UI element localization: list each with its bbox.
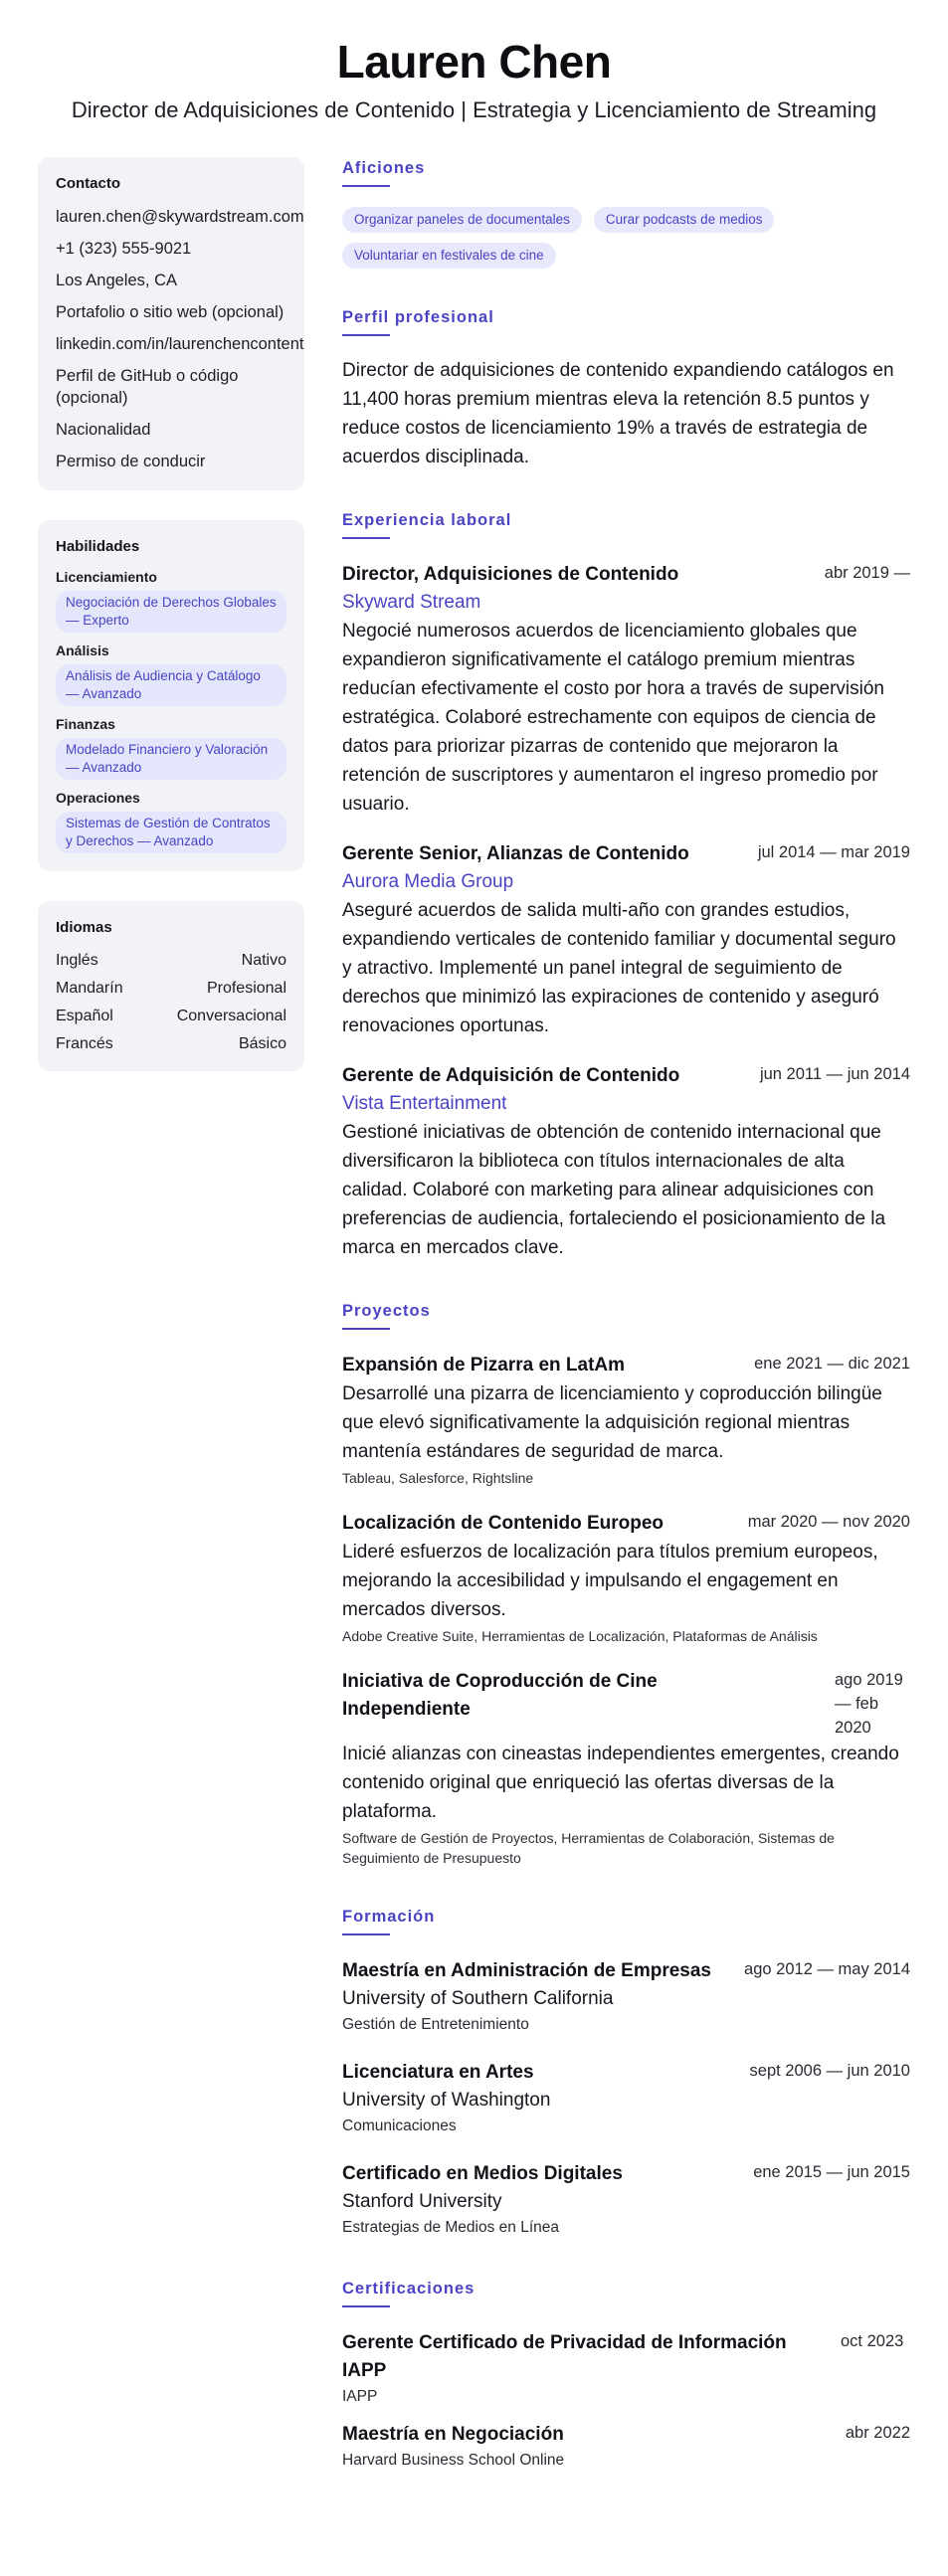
job-dates: abr 2019 —: [824, 564, 910, 582]
main-content: [342, 157, 910, 2510]
project-dates: ene 2021 — dic 2021: [754, 1355, 910, 1373]
language-name: Mandarín: [56, 980, 123, 997]
projects-heading: Proyectos: [342, 1302, 431, 1320]
resume-header: [0, 0, 948, 125]
languages-title: Idiomas: [56, 919, 112, 936]
field-of-study: Gestión de Entretenimiento: [342, 2016, 529, 2033]
contact-driving-license: Permiso de conducir: [56, 453, 206, 470]
section-divider: [342, 334, 390, 336]
certification-date: abr 2022: [845, 2424, 910, 2442]
skill-category: Finanzas: [56, 716, 115, 732]
contact-portfolio: Portafolio o sitio web (opcional): [56, 303, 284, 321]
skill-group: [56, 716, 286, 780]
company-name: Skyward Stream: [342, 592, 481, 613]
language-row: [56, 950, 286, 972]
hobbies-heading: Aficiones: [342, 159, 426, 177]
field-of-study: Estrategias de Medios en Línea: [342, 2219, 559, 2236]
certification-name: Gerente Certificado de Privacidad de Información IAPP: [342, 2332, 787, 2381]
skills-card: [38, 520, 304, 871]
certification-entry: [342, 2329, 910, 2409]
experience-entry: [342, 840, 910, 1040]
skill-chip: Negociación de Derechos Globales — Experto: [56, 591, 286, 633]
project-dates: mar 2020 — nov 2020: [747, 1513, 910, 1531]
job-description: Negocié numerosos acuerdos de licenciamiento globales que expandieron significativamente el catálogo premium mientras reducían efectivamente el costo por hora a través de supervisión estratégica. Colaboré estrechamente con equipos de ciencia de datos para priorizar pizarras de contenido que mejoraron la retención de suscriptores y aumentaron el ingreso promedio por usuario.: [342, 621, 884, 815]
language-level: Básico: [238, 1035, 286, 1052]
education-entry: [342, 2059, 910, 2138]
profile-section: [342, 306, 910, 471]
hobby-chip: Organizar paneles de documentales: [342, 207, 582, 233]
job-dates: jul 2014 — mar 2019: [757, 843, 910, 861]
certification-entry: [342, 2421, 910, 2473]
contact-nationality: Nacionalidad: [56, 421, 151, 439]
experience-entry: [342, 1062, 910, 1262]
section-divider: [342, 1328, 390, 1330]
contact-linkedin[interactable]: linkedin.com/in/laurenchencontent: [56, 335, 304, 353]
section-divider: [342, 185, 390, 187]
language-level: Nativo: [241, 952, 286, 969]
hobby-chip: Voluntariar en festivales de cine: [342, 243, 556, 269]
project-tools: Adobe Creative Suite, Herramientas de Localización, Plataformas de Análisis: [342, 1628, 818, 1644]
education-entry: [342, 1957, 910, 2037]
section-divider: [342, 537, 390, 539]
language-name: Inglés: [56, 952, 98, 969]
language-row: [56, 1033, 286, 1055]
project-tools: Tableau, Salesforce, Rightsline: [342, 1470, 534, 1486]
skill-category: Análisis: [56, 643, 109, 658]
job-description: Gestioné iniciativas de obtención de contenido internacional que diversificaron la biblioteca con títulos internacionales de alta calidad. Colaboré con marketing para alinear adquisiciones con preferencias de audiencia, fortaleciendo el posicionamiento de la marca en mercados clave.: [342, 1122, 886, 1258]
education-entry: [342, 2160, 910, 2240]
job-dates: jun 2011 — jun 2014: [759, 1065, 910, 1083]
hobbies-section: [342, 157, 910, 269]
skill-group: [56, 569, 286, 633]
certification-issuer: Harvard Business School Online: [342, 2452, 565, 2469]
language-name: Español: [56, 1008, 113, 1024]
job-title: Gerente Senior, Alianzas de Contenido: [342, 843, 689, 864]
skill-chip: Sistemas de Gestión de Contratos y Derechos — Avanzado: [56, 812, 286, 853]
contact-card: [38, 157, 304, 490]
certification-date: oct 2023: [841, 2332, 904, 2350]
language-level: Conversacional: [176, 1008, 286, 1024]
job-description: Aseguré acuerdos de salida multi-año con grandes estudios, expandiendo verticales de contenido familiar y documental seguro y atractivo. Implementé un panel integral de seguimiento de derechos que minimizó las expiraciones de contenido y aseguró renovaciones oportunas.: [342, 900, 896, 1036]
company-name: Aurora Media Group: [342, 871, 514, 892]
degree-name: Certificado en Medios Digitales: [342, 2163, 623, 2184]
certifications-heading: Certificaciones: [342, 2280, 475, 2298]
project-tools: Software de Gestión de Proyectos, Herramientas de Colaboración, Sistemas de Seguimiento de Presupuesto: [342, 1830, 835, 1866]
project-entry: [342, 1668, 910, 1868]
certifications-section: [342, 2278, 910, 2473]
certification-issuer: IAPP: [342, 2388, 378, 2405]
job-title: Director, Adquisiciones de Contenido: [342, 564, 679, 585]
profile-heading: Perfil profesional: [342, 308, 494, 326]
skill-category: Licenciamiento: [56, 569, 157, 585]
language-row: [56, 1006, 286, 1027]
education-section: [342, 1906, 910, 2240]
degree-name: Licenciatura en Artes: [342, 2062, 534, 2083]
contact-title: Contacto: [56, 175, 120, 192]
language-row: [56, 978, 286, 1000]
sidebar: [38, 157, 304, 1101]
institution-name: University of Washington: [342, 2090, 551, 2111]
skills-title: Habilidades: [56, 538, 140, 555]
education-dates: ago 2012 — may 2014: [744, 1960, 910, 1978]
experience-section: [342, 509, 910, 1262]
project-name: Iniciativa de Coproducción de Cine Independiente: [342, 1671, 658, 1720]
candidate-name: Lauren Chen: [336, 36, 612, 88]
contact-github: Perfil de GitHub o código (opcional): [56, 367, 239, 407]
section-divider: [342, 1933, 390, 1935]
contact-location: Los Angeles, CA: [56, 272, 177, 289]
project-description: Inicié alianzas con cineastas independientes emergentes, creando contenido original que enriqueció las ofertas diversas de la plataforma.: [342, 1744, 899, 1822]
experience-heading: Experiencia laboral: [342, 511, 512, 529]
field-of-study: Comunicaciones: [342, 2117, 457, 2134]
language-name: Francés: [56, 1035, 113, 1052]
skill-category: Operaciones: [56, 790, 140, 806]
project-entry: [342, 1510, 910, 1646]
hobbies-list: [342, 207, 910, 269]
section-divider: [342, 2305, 390, 2307]
profile-summary: Director de adquisiciones de contenido expandiendo catálogos en 11,400 horas premium mientras eleva la retención 8.5 puntos y reduce costos de licenciamiento 19% a través de estrategia de acuerdos disciplinada.: [342, 360, 894, 467]
project-name: Expansión de Pizarra en LatAm: [342, 1355, 626, 1376]
education-heading: Formación: [342, 1908, 436, 1926]
job-title: Gerente de Adquisición de Contenido: [342, 1065, 680, 1086]
project-name: Localización de Contenido Europeo: [342, 1513, 664, 1534]
company-name: Vista Entertainment: [342, 1093, 507, 1114]
hobby-chip: Curar podcasts de medios: [594, 207, 775, 233]
project-description: Desarrollé una pizarra de licenciamiento y coproducción bilingüe que elevó significativamente la adquisición regional mientras mantenía estándares de seguridad de marca.: [342, 1383, 882, 1462]
institution-name: University of Southern California: [342, 1988, 614, 2009]
skill-chip: Modelado Financiero y Valoración — Avanzado: [56, 738, 286, 780]
education-dates: sept 2006 — jun 2010: [749, 2062, 910, 2080]
skill-group: [56, 643, 286, 706]
experience-entry: [342, 561, 910, 819]
project-entry: [342, 1352, 910, 1488]
project-dates: ago 2019 — feb 2020: [835, 1671, 903, 1737]
languages-card: [38, 901, 304, 1071]
project-description: Lideré esfuerzos de localización para títulos premium europeos, mejorando la accesibilidad y impulsando el engagement en mercados diversos.: [342, 1542, 878, 1620]
contact-phone[interactable]: +1 (323) 555-9021: [56, 240, 192, 258]
degree-name: Maestría en Administración de Empresas: [342, 1960, 711, 1981]
certification-name: Maestría en Negociación: [342, 2424, 564, 2445]
contact-email[interactable]: lauren.chen@skywardstream.com: [56, 208, 304, 226]
candidate-headline: Director de Adquisiciones de Contenido | Estrategia y Licenciamiento de Streaming: [71, 97, 877, 122]
skill-chip: Análisis de Audiencia y Catálogo — Avanzado: [56, 664, 286, 706]
skill-group: [56, 790, 286, 853]
education-dates: ene 2015 — jun 2015: [753, 2163, 910, 2181]
institution-name: Stanford University: [342, 2191, 502, 2212]
language-level: Profesional: [206, 980, 286, 997]
projects-section: [342, 1300, 910, 1868]
